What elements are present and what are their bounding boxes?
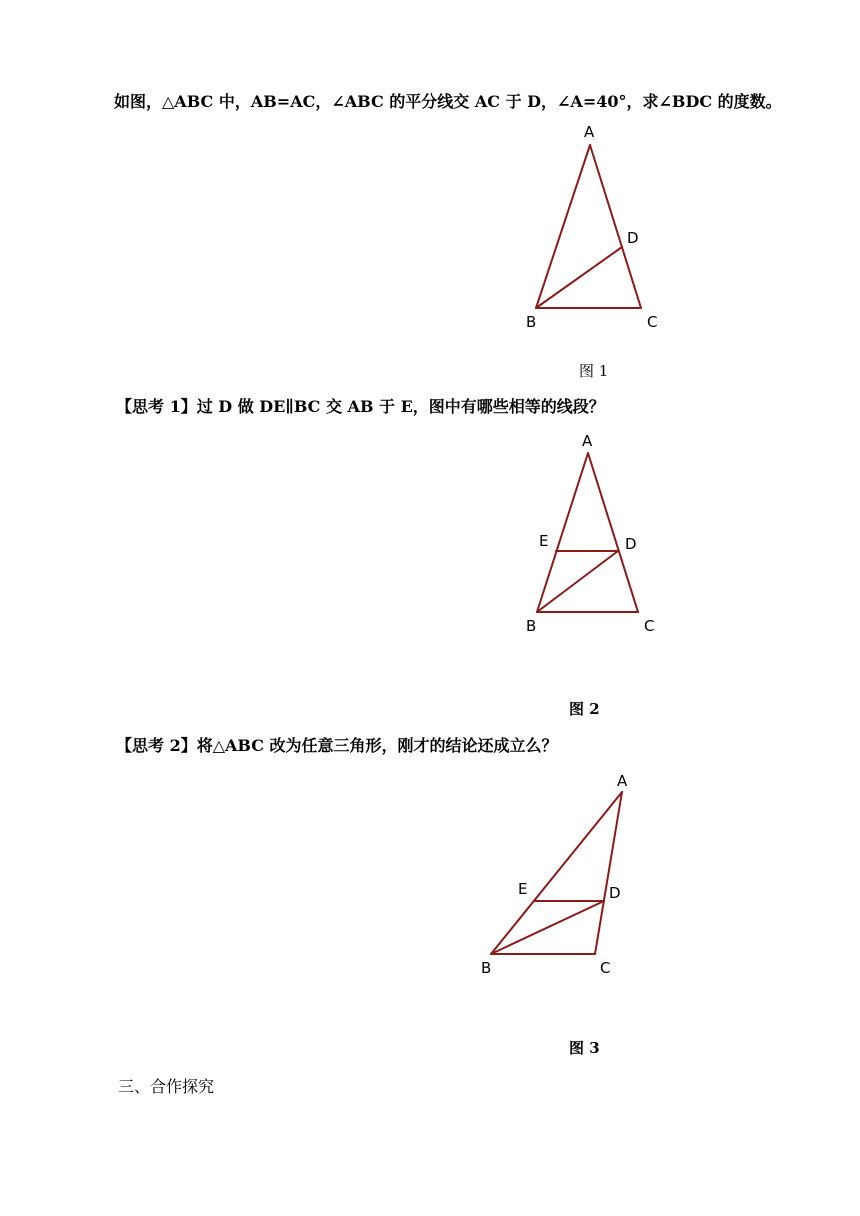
label-d: D — [627, 229, 639, 247]
figure-1-caption: 图 1 — [579, 362, 609, 380]
problem-text: 如图，△ABC 中，AB=AC，∠ABC 的平分线交 AC 于 D，∠A=40°，求∠BDC 的度数。 — [114, 92, 782, 111]
think2-text: 【思考 2】将△ABC 改为任意三角形，刚才的结论还成立么？ — [116, 736, 558, 755]
label-b: B — [481, 959, 492, 977]
label-b: B — [526, 617, 537, 635]
label-c: C — [644, 617, 655, 635]
label-a: A — [584, 123, 595, 141]
section-heading: 三、合作探究 — [118, 1077, 215, 1096]
segment-ab — [491, 792, 622, 954]
figure-2-caption: 图 2 — [569, 700, 600, 718]
label-e: E — [539, 532, 549, 550]
label-a: A — [582, 432, 593, 450]
label-b: B — [526, 313, 537, 331]
label-d: D — [625, 535, 637, 553]
label-a: A — [617, 772, 628, 790]
label-c: C — [647, 313, 658, 331]
label-c: C — [600, 959, 611, 977]
figure-3-caption: 图 3 — [569, 1039, 600, 1057]
label-d: D — [609, 884, 621, 902]
segment-ac — [595, 792, 622, 954]
think1-text: 【思考 1】过 D 做 DE∥BC 交 AB 于 E，图中有哪些相等的线段？ — [116, 397, 605, 416]
label-e: E — [518, 880, 528, 898]
segment-bd — [491, 901, 604, 954]
